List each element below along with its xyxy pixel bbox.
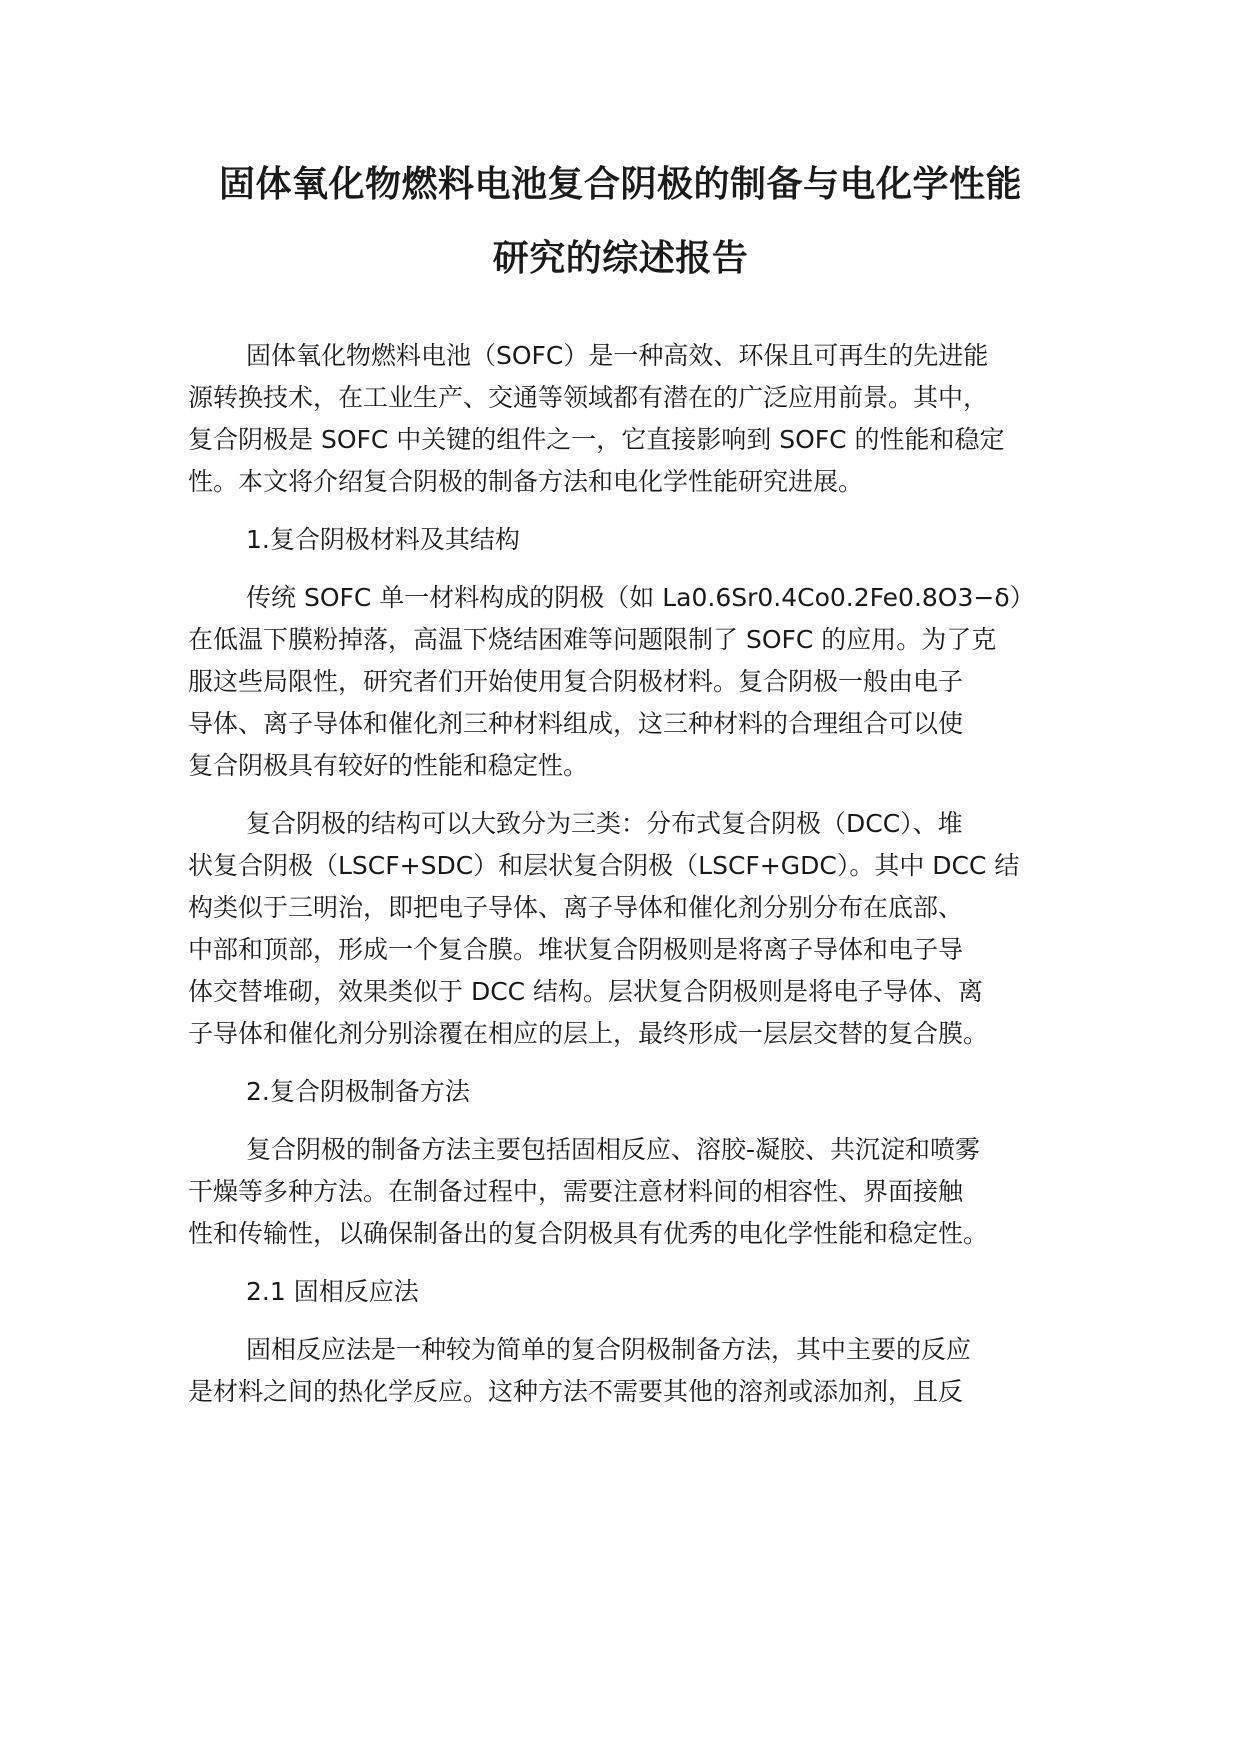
intro-line-2: 源转换技术，在工业生产、交通等领域都有潜在的广泛应用前景。其中，	[188, 383, 989, 412]
paragraph-line: 服这些局限性，研究者们开始使用复合阴极材料。复合阴极一般由电子	[188, 667, 964, 696]
section-heading-2-1: 2.1 固相反应法	[246, 1277, 419, 1306]
intro-line-3: 复合阴极是 SOFC 中关键的组件之一，它直接影响到 SOFC 的性能和稳定	[188, 425, 1005, 454]
intro-line-1: 固体氧化物燃料电池（SOFC）是一种高效、环保且可再生的先进能	[246, 341, 989, 370]
paragraph-line: 体交替堆砌，效果类似于 DCC 结构。层状复合阴极则是将电子导体、离	[188, 977, 984, 1006]
paragraph-line: 导体、离子导体和催化剂三种材料组成，这三种材料的合理组合可以使	[188, 709, 964, 738]
title-line-2: 研究的综述报告	[492, 238, 749, 279]
paragraph-line: 复合阴极具有较好的性能和稳定性。	[188, 751, 589, 780]
paragraph-line: 性和传输性，以确保制备出的复合阴极具有优秀的电化学性能和稳定性。	[188, 1219, 989, 1248]
section-heading-2: 2.复合阴极制备方法	[246, 1077, 470, 1106]
paragraph-line: 在低温下膜粉掉落，高温下烧结困难等问题限制了 SOFC 的应用。为了克	[188, 625, 997, 654]
title-line-1: 固体氧化物燃料电池复合阴极的制备与电化学性能	[218, 164, 1022, 205]
paragraph-line: 状复合阴极（LSCF+SDC）和层状复合阴极（LSCF+GDC）。其中 DCC 结	[188, 851, 1020, 880]
paragraph-line: 是材料之间的热化学反应。这种方法不需要其他的溶剂或添加剂，且反	[188, 1377, 964, 1406]
section-heading-1: 1.复合阴极材料及其结构	[246, 525, 520, 554]
paragraph-line: 子导体和催化剂分别涂覆在相应的层上，最终形成一层层交替的复合膜。	[188, 1019, 989, 1048]
paragraph-line: 传统 SOFC 单一材料构成的阴极（如 La0.6Sr0.4Co0.2Fe0.8O3−δ）	[246, 583, 1035, 612]
intro-line-4: 性。本文将介绍复合阴极的制备方法和电化学性能研究进展。	[188, 467, 864, 496]
paragraph-line: 中部和顶部，形成一个复合膜。堆状复合阴极则是将离子导体和电子导	[188, 935, 964, 964]
paragraph-line: 干燥等多种方法。在制备过程中，需要注意材料间的相容性、界面接触	[188, 1177, 964, 1206]
paragraph-line: 构类似于三明治，即把电子导体、离子导体和催化剂分别分布在底部、	[188, 893, 964, 922]
paragraph-line: 复合阴极的结构可以大致分为三类：分布式复合阴极（DCC）、堆	[246, 809, 963, 838]
paragraph-line: 固相反应法是一种较为简单的复合阴极制备方法，其中主要的反应	[246, 1335, 972, 1364]
paragraph-line: 复合阴极的制备方法主要包括固相反应、溶胶-凝胶、共沉淀和喷雾	[246, 1135, 981, 1164]
